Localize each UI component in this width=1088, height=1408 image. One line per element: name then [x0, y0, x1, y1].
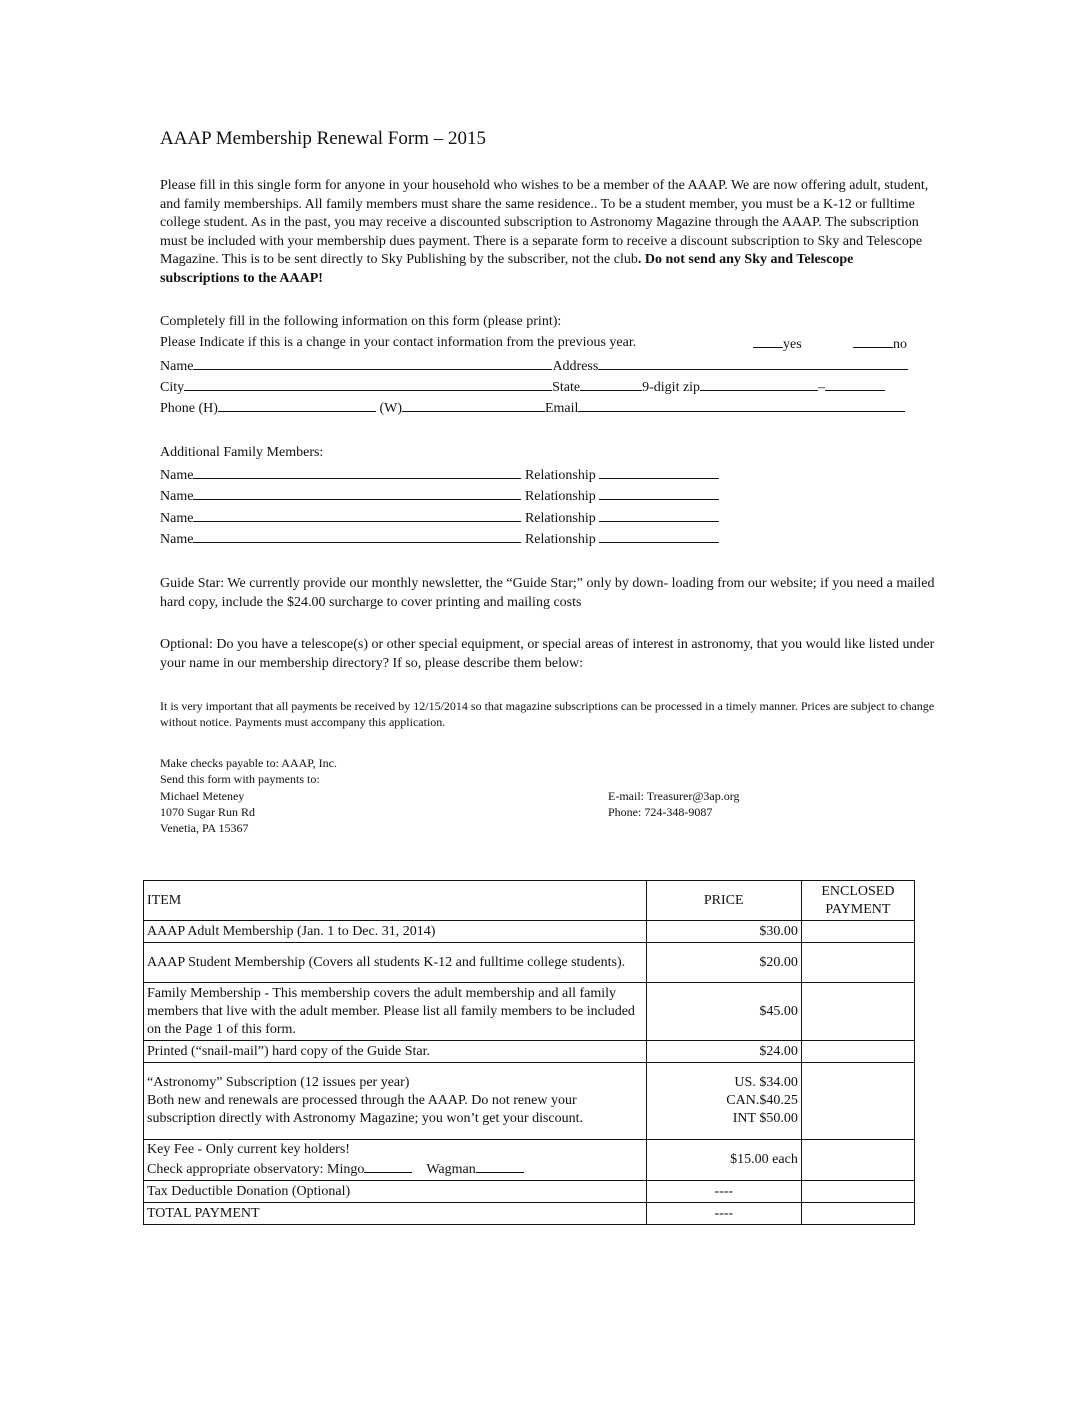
family-relationship-label: Relationship: [524, 511, 596, 526]
observatory-choice: [147, 1159, 643, 1179]
mingo-blank[interactable]: [364, 1159, 412, 1173]
zip-field[interactable]: [700, 377, 818, 391]
row-item: [144, 1063, 647, 1140]
table-row: [144, 921, 915, 943]
row-price: ----: [646, 1181, 801, 1203]
email-field[interactable]: [578, 398, 905, 412]
treasurer-city: Venetia, PA 15367: [160, 821, 249, 835]
table-row: [144, 943, 915, 983]
yes-blank[interactable]: [753, 334, 783, 348]
enclosed-payment-cell[interactable]: [801, 983, 914, 1041]
mingo-label: Check appropriate observatory: Mingo: [147, 1162, 365, 1177]
change-yes-option[interactable]: [753, 334, 802, 354]
family-name-field[interactable]: [193, 486, 521, 500]
row-item: Family Membership - This membership covers the adult membership and all family members that live with the adult member. Please list all family members to be included on the Page 1 of this form.: [144, 983, 647, 1041]
price-canada: CAN.$40.25: [726, 1093, 798, 1108]
contact-instruction: Completely fill in the following information on this form (please print):: [160, 314, 562, 329]
city-label: City: [160, 380, 185, 395]
row-price: $24.00: [646, 1041, 801, 1063]
send-to: Send this form with payments to:: [160, 772, 320, 786]
family-name-field[interactable]: [193, 529, 521, 543]
name-field[interactable]: [193, 356, 552, 370]
family-row: [160, 508, 719, 528]
row-item: [144, 1140, 647, 1181]
header-enclosed: ENCLOSED PAYMENT: [801, 881, 914, 921]
family-row: [160, 529, 719, 549]
row-price: ----: [646, 1203, 801, 1225]
change-no-option[interactable]: [853, 334, 907, 354]
table-row: [144, 983, 915, 1041]
address-field[interactable]: [598, 356, 908, 370]
phone-work-field[interactable]: [402, 398, 545, 412]
city-field[interactable]: [184, 377, 552, 391]
no-label: no: [893, 337, 907, 352]
row-price: $45.00: [646, 983, 801, 1041]
enclosed-payment-cell[interactable]: [801, 1181, 914, 1203]
row-item: AAAP Student Membership (Covers all students K-12 and fulltime college students).: [144, 943, 647, 983]
phone-home-label: Phone (H): [160, 401, 218, 416]
row-item: AAAP Adult Membership (Jan. 1 to Dec. 31, 2014): [144, 921, 647, 943]
family-relationship-field[interactable]: [599, 465, 719, 479]
family-relationship-field[interactable]: [599, 529, 719, 543]
intro-text: Please fill in this single form for anyone in your household who wishes to be a member of the AAAP. We are now offering adult, student, and family memberships. All family members must share the same residence.. To be a student member, you must be a K-12 or fulltime college student. As in the past, you may receive a discounted subscription to Astronomy Magazine through the AAAP. The subscription must be included with your membership dues payment. There is a separate form to receive a discount subscription to Sky and Telescope Magazine. This is to be sent directly to Sky Publishing by the subscriber, not the club: [160, 178, 929, 267]
address-label: Address: [552, 359, 599, 374]
table-header-row: [144, 881, 915, 921]
page-title: AAAP Membership Renewal Form – 2015: [160, 128, 486, 149]
family-relationship-label: Relationship: [524, 489, 596, 504]
row-item: Tax Deductible Donation (Optional): [144, 1181, 647, 1203]
no-blank[interactable]: [853, 334, 893, 348]
family-heading: Additional Family Members:: [160, 445, 324, 460]
yes-label: yes: [783, 337, 802, 352]
family-row: [160, 486, 719, 506]
row-price: $20.00: [646, 943, 801, 983]
astronomy-subscription-note: Both new and renewals are processed through the AAAP. Do not renew your subscription directly with Astronomy Magazine; you won’t get your discount.: [147, 1093, 584, 1126]
family-row: [160, 465, 719, 485]
phone-home-field[interactable]: [218, 398, 376, 412]
family-name-field[interactable]: [193, 465, 521, 479]
payment-notice: It is very important that all payments be received by 12/15/2014 so that magazine subscriptions can be processed in a timely manner. Prices are subject to change without notice. Payments must accompany this application.: [160, 699, 935, 729]
name-label: Name: [160, 359, 194, 374]
row-price: [646, 1063, 801, 1140]
enclosed-payment-cell[interactable]: [801, 1203, 914, 1225]
zip-dash: –: [818, 380, 826, 395]
header-item: ITEM: [144, 881, 647, 921]
intro-warning: . Do not send any Sky and Telescope subscriptions to the AAAP!: [160, 252, 854, 286]
astronomy-subscription-title: “Astronomy” Subscription (12 issues per year): [147, 1075, 410, 1090]
city-state-zip-row: [160, 377, 930, 397]
zip-label: 9-digit zip: [642, 380, 701, 395]
name-address-row: [160, 356, 930, 376]
enclosed-payment-cell[interactable]: [801, 1041, 914, 1063]
change-question: Please Indicate if this is a change in your contact information from the previous year.: [160, 335, 637, 350]
treasurer-name: Michael Meteney: [160, 789, 245, 803]
family-relationship-label: Relationship: [524, 468, 596, 483]
wagman-blank[interactable]: [476, 1159, 524, 1173]
family-name-label: Name: [160, 489, 194, 504]
row-price: $30.00: [646, 921, 801, 943]
phone-work-label: (W): [379, 401, 402, 416]
state-field[interactable]: [580, 377, 642, 391]
change-row: [160, 334, 920, 352]
optional-paragraph: Optional: Do you have a telescope(s) or other special equipment, or special areas of interest in astronomy, that you would like listed under your name in our membership directory? If so, please describe them below:: [160, 637, 935, 671]
enclosed-payment-cell[interactable]: [801, 921, 914, 943]
key-fee-title: Key Fee - Only current key holders!: [147, 1142, 350, 1157]
phone-email-row: [160, 398, 930, 418]
header-price: PRICE: [646, 881, 801, 921]
wagman-label: Wagman: [426, 1162, 476, 1177]
table-row: [144, 1041, 915, 1063]
email-label: Email: [544, 401, 579, 416]
family-relationship-label: Relationship: [524, 532, 596, 547]
guide-star-paragraph: Guide Star: We currently provide our monthly newsletter, the “Guide Star;” only by down- loading from our website; if you need a mailed hard copy, include the $24.00 surcharge to cover printing and mailing costs: [160, 576, 935, 610]
fee-table: [143, 880, 915, 1225]
price-us: US. $34.00: [734, 1075, 798, 1090]
row-item: TOTAL PAYMENT: [144, 1203, 647, 1225]
family-name-label: Name: [160, 511, 194, 526]
treasurer-phone: Phone: 724-348-9087: [608, 805, 713, 819]
state-label: State: [552, 380, 581, 395]
payable-to: Make checks payable to: AAAP, Inc.: [160, 756, 337, 770]
enclosed-payment-cell[interactable]: [801, 1140, 914, 1181]
family-name-field[interactable]: [193, 508, 521, 522]
zip-extension-field[interactable]: [825, 377, 885, 391]
family-name-label: Name: [160, 468, 194, 483]
enclosed-payment-cell[interactable]: [801, 943, 914, 983]
enclosed-payment-cell[interactable]: [801, 1063, 914, 1140]
intro-paragraph: [160, 177, 932, 288]
family-relationship-field[interactable]: [599, 508, 719, 522]
table-row: [144, 1063, 915, 1140]
table-row: [144, 1140, 915, 1181]
treasurer-street: 1070 Sugar Run Rd: [160, 805, 256, 819]
price-international: INT $50.00: [732, 1111, 798, 1126]
treasurer-email: E-mail: Treasurer@3ap.org: [608, 789, 740, 803]
family-name-label: Name: [160, 532, 194, 547]
table-row: [144, 1203, 915, 1225]
family-relationship-field[interactable]: [599, 486, 719, 500]
row-item: Printed (“snail-mail”) hard copy of the Guide Star.: [144, 1041, 647, 1063]
table-row: [144, 1181, 915, 1203]
row-price: $15.00 each: [646, 1140, 801, 1181]
